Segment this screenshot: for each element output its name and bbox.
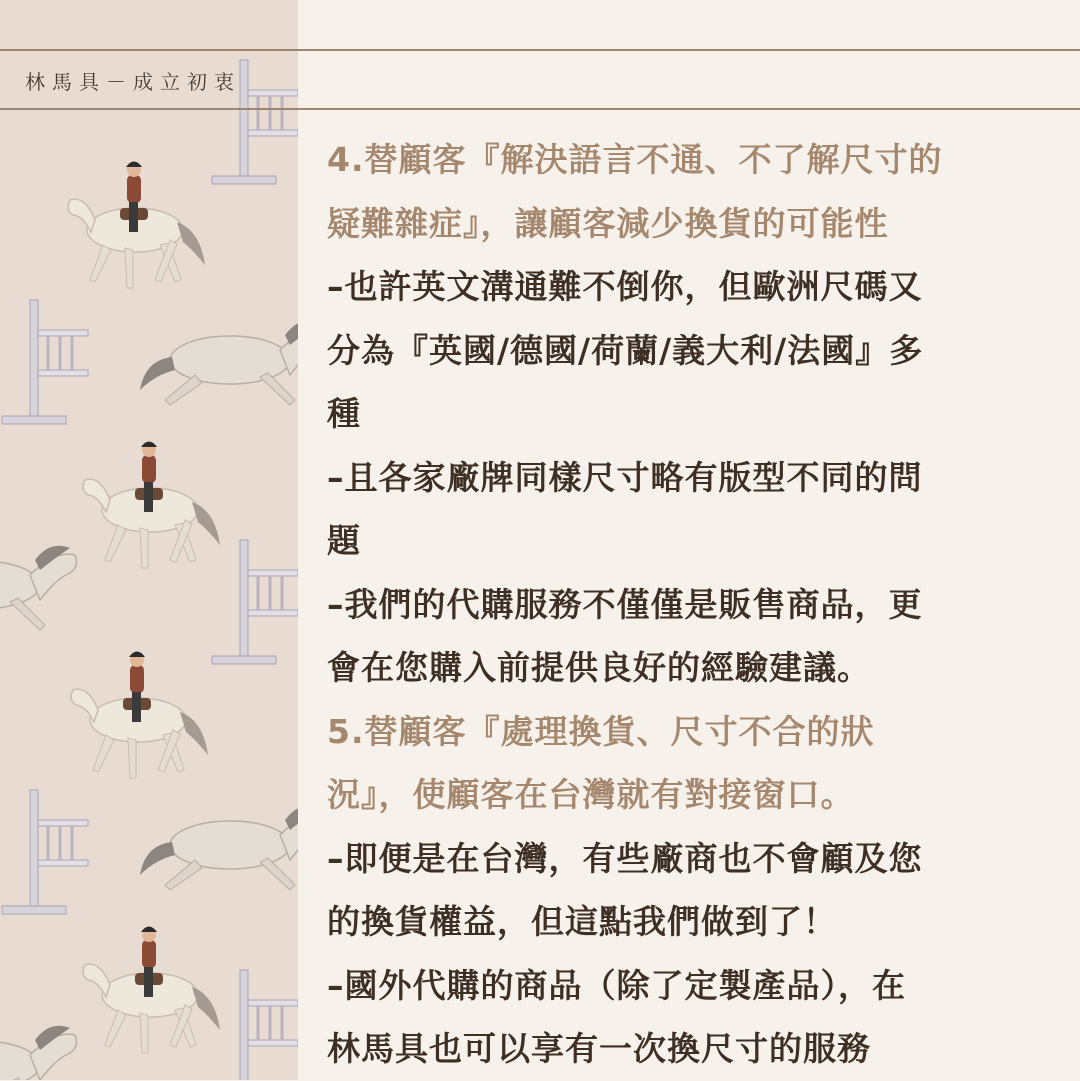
body-line: –也許英文溝通難不倒你，但歐洲尺碼又 — [327, 267, 923, 306]
body-line: 的換貨權益，但這點我們做到了！ — [327, 902, 837, 941]
body-line: –我們的代購服務不僅僅是販售商品，更 — [327, 584, 923, 624]
body-line: –且各家廠牌同樣尺寸略有版型不同的問 — [327, 457, 923, 497]
horse-with-rider-icon — [83, 927, 220, 1054]
galloping-horse-icon — [0, 546, 76, 630]
horse-with-rider-icon — [83, 442, 220, 569]
highlight-line: 4.替顧客『解決語言不通、不了解尺寸的 — [327, 140, 943, 179]
highlight-line: 況』，使顧客在台灣就有對接窗口。 — [327, 775, 855, 814]
article-body — [327, 128, 1047, 1081]
jump-fence-icon — [212, 540, 298, 664]
header-top-rule — [0, 49, 1080, 51]
body-line: –國外代購的商品（除了定製產品），在 — [327, 965, 906, 1005]
galloping-horse-icon — [140, 321, 298, 405]
horse-with-rider-icon — [68, 162, 205, 289]
jump-fence-icon — [2, 790, 88, 914]
highlight-line: 疑難雜症』，讓顧客減少換貨的可能性 — [327, 203, 889, 243]
header-bottom-rule — [0, 108, 1080, 110]
galloping-horse-icon — [140, 806, 298, 890]
body-line: 題 — [327, 521, 361, 560]
body-line: 林馬具也可以享有一次換尺寸的服務 — [327, 1029, 871, 1068]
galloping-horse-icon — [0, 1026, 76, 1080]
jump-fence-icon — [212, 970, 298, 1080]
jump-fence-icon — [2, 300, 88, 424]
body-line: 種 — [327, 394, 361, 433]
horse-with-rider-icon — [71, 652, 208, 779]
highlight-line: 5.替顧客『處理換貨、尺寸不合的狀 — [327, 711, 875, 751]
horse-pattern — [0, 0, 298, 1080]
header-title: 林馬具－成立初衷 — [25, 70, 241, 94]
decorative-pattern-panel — [0, 0, 298, 1080]
body-line: 分為『英國/德國/荷蘭/義大利/法國』多 — [327, 330, 924, 370]
body-line: –即便是在台灣，有些廠商也不會顧及您 — [327, 838, 923, 878]
body-line: 會在您購入前提供良好的經驗建議。 — [327, 648, 871, 687]
